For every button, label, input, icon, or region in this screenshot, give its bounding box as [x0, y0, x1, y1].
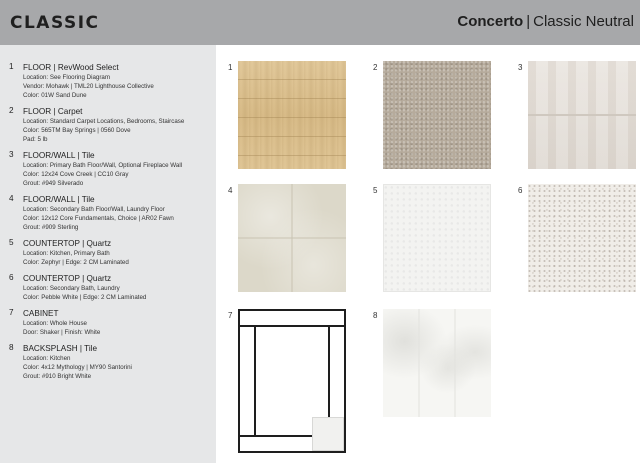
spec-title: FLOOR | RevWood Select: [23, 63, 119, 72]
spec-line: Location: Standard Carpet Locations, Bedrooms, Staircase: [23, 118, 185, 125]
spec-number: 1: [9, 62, 14, 71]
spec-line: Grout: #910 Bright White: [23, 373, 92, 381]
spec-item-4: [9, 194, 214, 233]
spec-line: Location: Secondary Bath Floor/Wall, Laundry Floor: [23, 206, 165, 213]
quartz-swatch-icon: [528, 184, 636, 292]
header-bar: [0, 0, 640, 45]
backsplash-tile-swatch-icon: [383, 309, 491, 417]
swatch-number: 1: [228, 63, 233, 72]
spec-item-2: [9, 106, 214, 145]
spec-line: Color: 4x12 Mythology | MY90 Santorini: [23, 364, 132, 372]
shaker-cabinet-door-icon: [238, 309, 346, 453]
collection-name: Concerto: [457, 13, 524, 30]
spec-item-1: [9, 62, 214, 101]
spec-item-8: [9, 343, 214, 382]
spec-line: Location: See Flooring Diagram: [23, 74, 111, 81]
spec-title: FLOOR/WALL | Tile: [23, 151, 95, 160]
quartz-swatch-icon: [383, 184, 491, 292]
spec-number: 5: [9, 238, 14, 247]
wood-plank-swatch-icon: [238, 61, 346, 169]
swatch-number: 4: [228, 186, 233, 195]
spec-number: 4: [9, 194, 14, 203]
spec-item-7: [9, 308, 214, 337]
spec-line: Vendor: Mohawk | TML20 Lighthouse Collective: [23, 83, 154, 91]
swatch-number: 8: [373, 311, 378, 320]
spec-title: FLOOR | Carpet: [23, 107, 83, 116]
spec-number: 2: [9, 106, 14, 115]
spec-line: Location: Kitchen, Primary Bath: [23, 250, 110, 257]
swatch-number: 3: [518, 63, 523, 72]
spec-title: FLOOR/WALL | Tile: [23, 195, 95, 204]
spec-sidebar: [0, 45, 216, 463]
tile-swatch-icon: [238, 184, 346, 292]
spec-title: COUNTERTOP | Quartz: [23, 239, 112, 248]
spec-line: Door: Shaker | Finish: White: [23, 329, 101, 337]
spec-item-6: [9, 273, 214, 302]
spec-line: Color: Pebble White | Edge: 2 CM Laminated: [23, 294, 147, 302]
spec-line: Grout: #909 Sterling: [23, 224, 79, 232]
spec-number: 3: [9, 150, 14, 159]
spec-line: Location: Whole House: [23, 320, 87, 327]
spec-line: Color: 565TM Bay Springs | 0560 Dove: [23, 127, 131, 135]
cabinet-left-stile: [254, 325, 256, 437]
spec-number: 6: [9, 273, 14, 282]
spec-line: Location: Primary Bath Floor/Wall, Optional Fireplace Wall: [23, 162, 183, 169]
spec-number: 7: [9, 308, 14, 317]
spec-line: Color: 12x24 Cove Creek | CC10 Gray: [23, 171, 129, 179]
spec-item-5: [9, 238, 214, 267]
spec-line: Color: 01W Sand Dune: [23, 92, 87, 100]
finish-chip: [312, 417, 344, 451]
spec-title: BACKSPLASH | Tile: [23, 344, 98, 353]
title-separator: |: [526, 13, 531, 30]
spec-number: 8: [9, 343, 14, 352]
carpet-swatch-icon: [383, 61, 491, 169]
brand-title: CLASSIC: [10, 13, 100, 33]
spec-line: Location: Secondary Bath, Laundry: [23, 285, 120, 292]
spec-title: COUNTERTOP | Quartz: [23, 274, 112, 283]
collection-scheme: Classic Neutral: [533, 13, 634, 30]
spec-title: CABINET: [23, 309, 59, 318]
spec-line: Grout: #949 Silverado: [23, 180, 84, 188]
spec-item-3: [9, 150, 214, 189]
swatch-number: 7: [228, 311, 233, 320]
spec-line: Color: Zephyr | Edge: 2 CM Laminated: [23, 259, 129, 267]
spec-line: Pad: 5 lb: [23, 136, 48, 144]
swatch-number: 2: [373, 63, 378, 72]
spec-line: Color: 12x12 Core Fundamentals, Choice | AR02 Fawn: [23, 215, 174, 223]
tile-swatch-icon: [528, 61, 636, 169]
collection-title: [457, 13, 634, 30]
swatch-number: 5: [373, 186, 378, 195]
spec-line: Location: Kitchen: [23, 355, 71, 362]
swatch-number: 6: [518, 186, 523, 195]
